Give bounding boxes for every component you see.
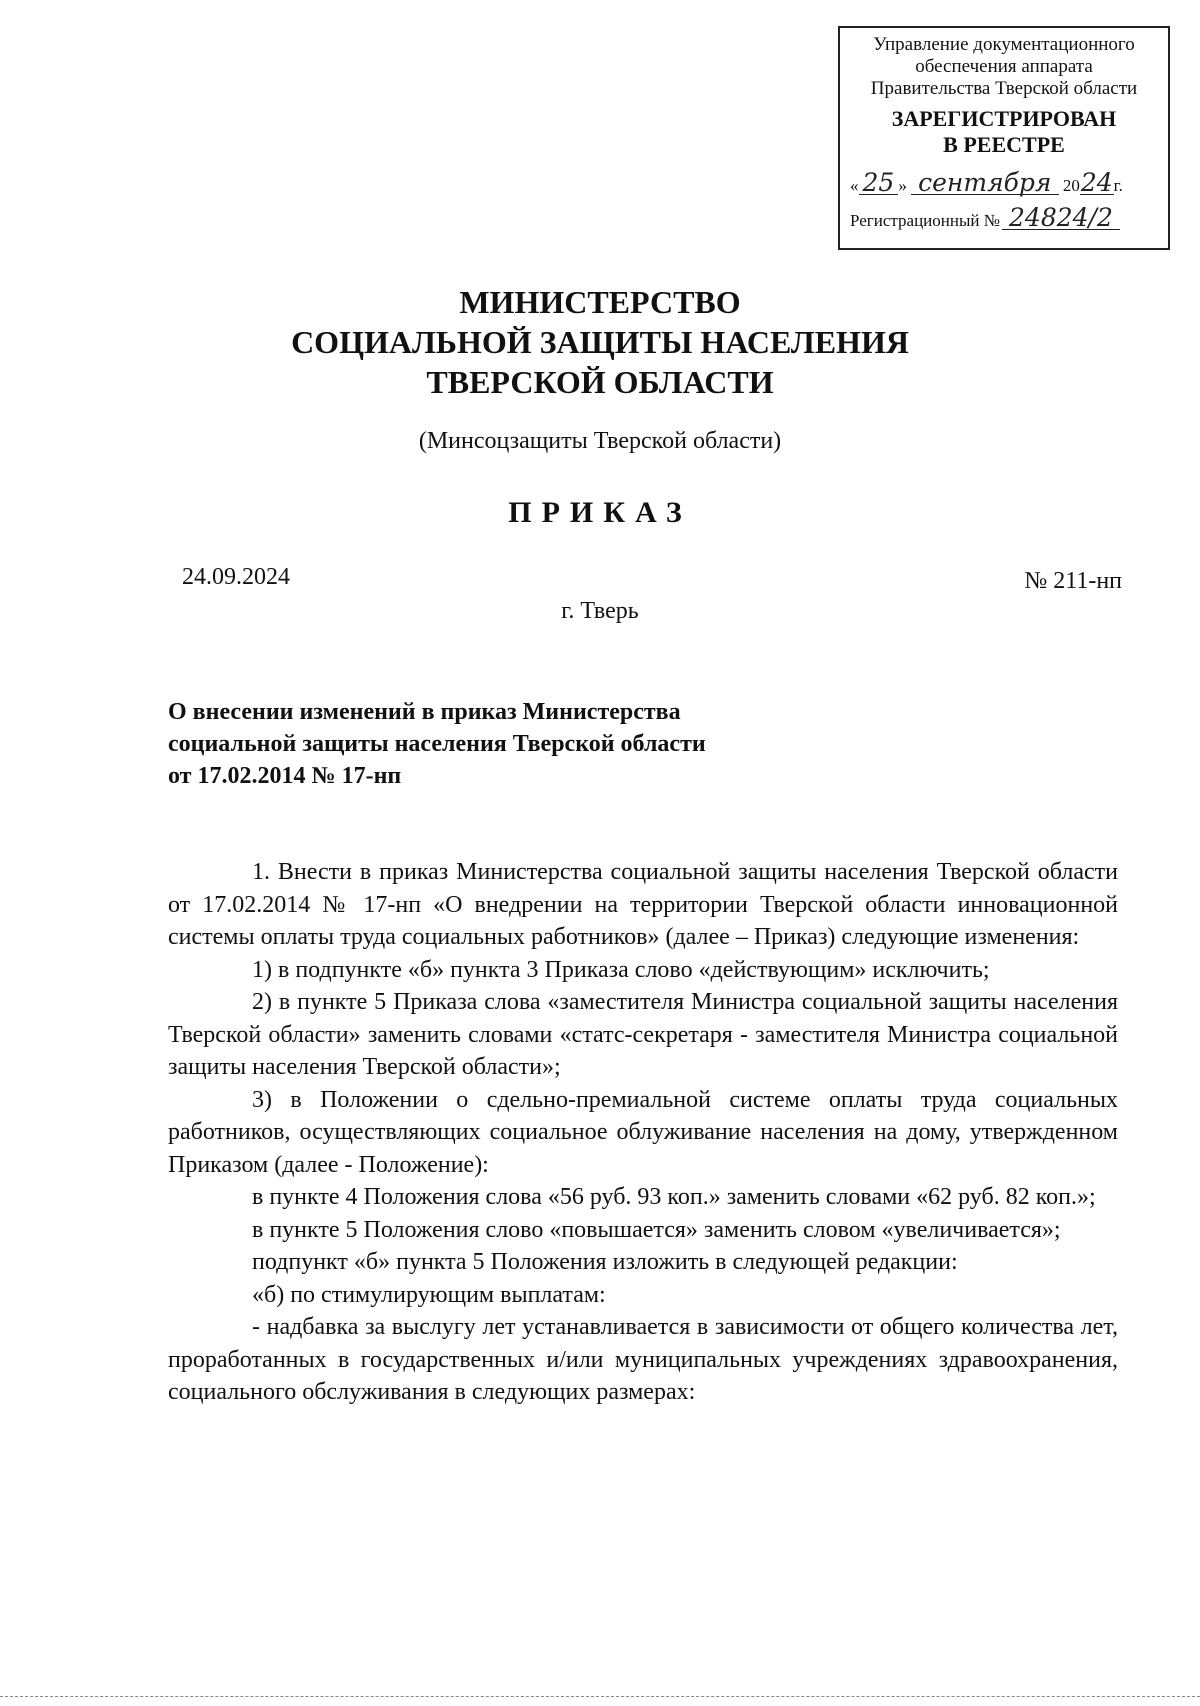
ministry-line-2: СОЦИАЛЬНОЙ ЗАЩИТЫ НАСЕЛЕНИЯ bbox=[291, 324, 909, 360]
subject-line-3: от 17.02.2014 № 17-нп bbox=[168, 763, 402, 789]
stamp-year-prefix: 20 bbox=[1062, 176, 1080, 195]
order-subject bbox=[168, 696, 868, 792]
stamp-quote-open: « bbox=[850, 176, 859, 195]
stamp-date-line bbox=[846, 168, 1162, 197]
stamp-quote-close: » bbox=[898, 176, 907, 195]
stamp-reg-label: Регистрационный № bbox=[850, 211, 1000, 230]
body-paragraph: 3) в Положении о сдельно-премиальной системе оплаты труда социальных работников, осуществляющих социальное облуживание населения на дому, утвержденном Приказом (далее - Положение): bbox=[168, 1086, 1118, 1178]
body-paragraph: 1) в подпункте «б» пункта 3 Приказа слово «действующим» исключить; bbox=[252, 956, 990, 983]
body-paragraph: подпункт «б» пункта 5 Положения изложить в следующей редакции: bbox=[252, 1249, 958, 1275]
body-paragraph: - надбавка за выслугу лет устанавливается в зависимости от общего количества лет, проработанных в государственных и/или муниципальных учреждениях здравоохранения, социального обслуживания в следующих размерах: bbox=[168, 1314, 1118, 1405]
order-date: 24.09.2024 bbox=[182, 564, 290, 590]
body-paragraph: в пункте 4 Положения слова «56 руб. 93 коп.» заменить словами «62 руб. 82 коп.»; bbox=[252, 1184, 1096, 1210]
stamp-reg-number: 24824/2 bbox=[1002, 207, 1120, 230]
order-city: г. Тверь bbox=[561, 598, 639, 624]
ministry-name bbox=[0, 282, 1200, 402]
stamp-registered-line-1: ЗАРЕГИСТРИРОВАН bbox=[891, 106, 1117, 131]
stamp-year-suffix: 24 bbox=[1080, 168, 1113, 197]
order-number: № 211-нп bbox=[1024, 568, 1122, 594]
stamp-number-line bbox=[846, 203, 1162, 232]
stamp-year-unit: г. bbox=[1113, 176, 1123, 195]
stamp-registered-line-2: В РЕЕСТРЕ bbox=[943, 132, 1065, 157]
ministry-line-3: ТВЕРСКОЙ ОБЛАСТИ bbox=[426, 364, 774, 400]
page-bottom-edge bbox=[0, 1696, 1200, 1697]
stamp-dept-line-2: обеспечения аппарата bbox=[915, 56, 1093, 77]
ministry-line-1: МИНИСТЕРСТВО bbox=[459, 284, 741, 320]
document-type-title: ПРИКАЗ bbox=[508, 496, 692, 529]
stamp-day: 25 bbox=[859, 172, 899, 195]
order-body bbox=[168, 856, 1118, 1409]
subject-line-1: О внесении изменений в приказ Министерства bbox=[168, 699, 681, 725]
stamp-dept-line-1: Управление документационного bbox=[873, 34, 1135, 55]
ministry-short-name: (Минсоцзащиты Тверской области) bbox=[418, 428, 782, 454]
body-paragraph: «б) по стимулирующим выплатам: bbox=[252, 1281, 606, 1308]
body-paragraph: 1. Внести в приказ Министерства социальной защиты населения Тверской области от 17.02.2014 № 17-нп «О внедрении на территории Тверской области инновационной системы оплаты труда социальных работников» (далее – Приказ) следующие изменения: bbox=[168, 859, 1118, 950]
registration-stamp bbox=[838, 26, 1170, 250]
body-paragraph: в пункте 5 Положения слово «повышается» заменить словом «увеличивается»; bbox=[252, 1216, 1061, 1243]
stamp-dept-line-3: Правительства Тверской области bbox=[870, 78, 1138, 99]
body-paragraph: 2) в пункте 5 Приказа слова «заместителя Министра социальной защиты населения Тверской области» заменить словами «статс-секретаря - заместителя Министра социальной защиты населения Тверской области»; bbox=[168, 989, 1118, 1080]
stamp-month: сентября bbox=[911, 172, 1059, 195]
subject-line-2: социальной защиты населения Тверской области bbox=[168, 731, 706, 757]
